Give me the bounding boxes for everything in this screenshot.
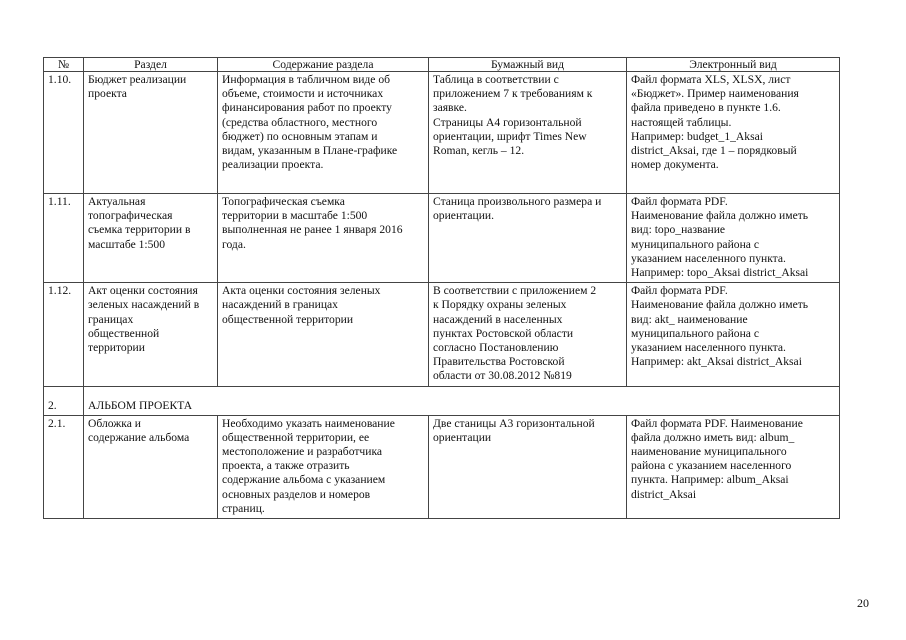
row-content: Акта оценки состояния зеленых насаждений в границах общественной территории — [218, 283, 429, 386]
table-row — [44, 194, 840, 283]
row-paper: Станица произвольного размера и ориентации. — [429, 194, 627, 283]
row-paper: Две станицы А3 горизонтальной ориентации — [429, 415, 627, 518]
table-row — [44, 72, 840, 194]
section-number: 2. — [44, 386, 84, 415]
row-section: Обложка и содержание альбома — [84, 415, 218, 518]
row-section: Актуальная топографическая съемка территории в масштабе 1:500 — [84, 194, 218, 283]
header-number: № — [44, 58, 84, 72]
header-paper: Бумажный вид — [429, 58, 627, 72]
table-row — [44, 283, 840, 386]
section-title: АЛЬБОМ ПРОЕКТА — [84, 386, 840, 415]
row-number: 1.12. — [44, 283, 84, 386]
row-content: Информация в табличном виде об объеме, стоимости и источниках финансирования работ по проекту (средства областного, местного бюджет) по основным этапам и видам, указанным в Плане-графике реализации проекта. — [218, 72, 429, 194]
row-electronic: Файл формата PDF. Наименование файла должно иметь вид: album_ наименование муниципального района с указанием населенного пункта. Например: album_Aksai district_Aksai — [627, 415, 840, 518]
table-header-row — [44, 58, 840, 72]
section-heading-row — [44, 386, 840, 415]
page-number: 20 — [857, 596, 869, 610]
requirements-table — [43, 57, 840, 519]
row-paper: Таблица в соответствии с приложением 7 к требованиям к заявке. Страницы А4 горизонтальной ориентации, шрифт Times New Roman, кегль – 12. — [429, 72, 627, 194]
row-number: 2.1. — [44, 415, 84, 518]
row-paper: В соответствии с приложением 2 к Порядку охраны зеленых насаждений в населенных пунктах Ростовской области согласно Постановлению Правительства Ростовской области от 30.08.2012 №819 — [429, 283, 627, 386]
row-content: Необходимо указать наименование общественной территории, ее местоположение и разработчика проекта, а также отразить содержание альбома с указанием основных разделов и номеров страниц. — [218, 415, 429, 518]
header-electronic: Электронный вид — [627, 58, 840, 72]
table-row — [44, 415, 840, 518]
row-section: Бюджет реализации проекта — [84, 72, 218, 194]
header-content: Содержание раздела — [218, 58, 429, 72]
header-section: Раздел — [84, 58, 218, 72]
row-electronic: Файл формата PDF. Наименование файла должно иметь вид: topo_название муниципального района с указанием населенного пункта. Например: topo_Aksai district_Aksai — [627, 194, 840, 283]
row-electronic: Файл формата XLS, XLSX, лист «Бюджет». Пример наименования файла приведено в пункте 1.6. настоящей таблицы. Например: budget_1_Aksai district_Aksai, где 1 – порядковый номер документа. — [627, 72, 840, 194]
row-number: 1.10. — [44, 72, 84, 194]
row-electronic: Файл формата PDF. Наименование файла должно иметь вид: akt_ наименование муниципального района с указанием населенного пункта. Например: akt_Aksai district_Aksai — [627, 283, 840, 386]
row-section: Акт оценки состояния зеленых насаждений в границах общественной территории — [84, 283, 218, 386]
row-content: Топографическая съемка территории в масштабе 1:500 выполненная не ранее 1 января 2016 года. — [218, 194, 429, 283]
row-number: 1.11. — [44, 194, 84, 283]
